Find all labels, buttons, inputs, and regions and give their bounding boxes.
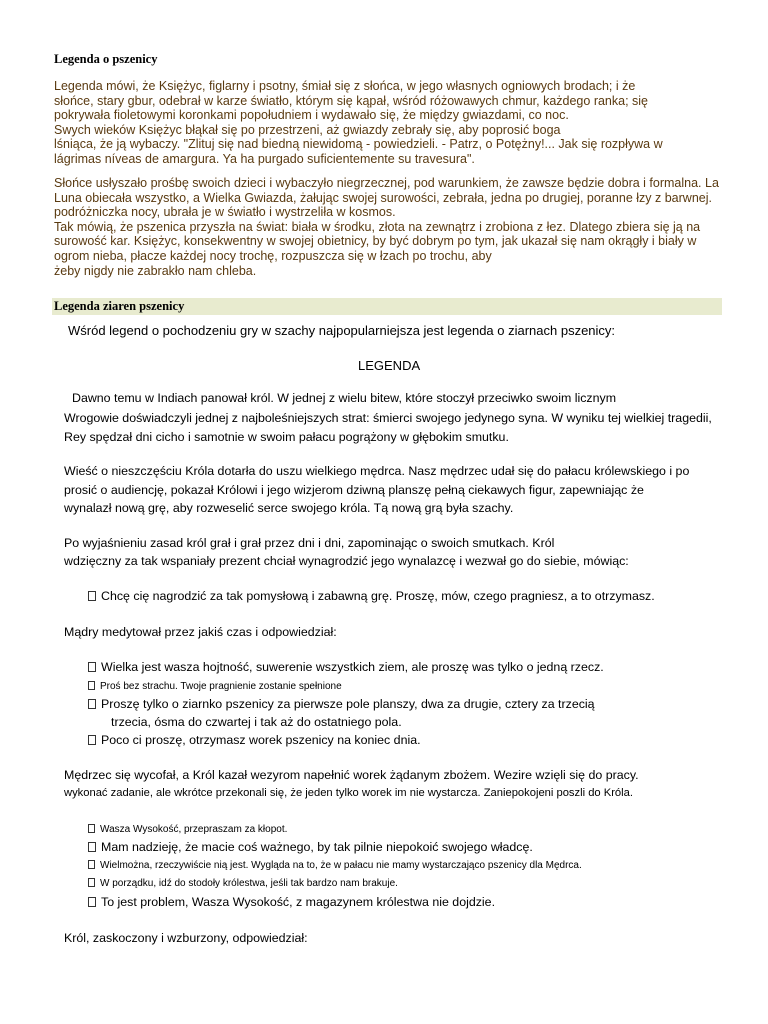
dialogue-item: Mam nadzieję, że macie coś ważnego, by tak pilnie niepokoić swojego władcę. <box>88 840 533 854</box>
bullet-box-icon <box>88 699 96 709</box>
text-line: słońce, stary gbur, odebrał w karze światło, którym się kąpał, wśród różowawych chmur, każdego ranka; się <box>54 93 649 108</box>
bullet-box-icon <box>88 897 96 907</box>
text-line: Tak mówią, że pszenica przyszła na świat: biała w środku, złota na zewnątrz i zrobiona z łez. Dlatego zbiera się ją na <box>54 219 701 234</box>
text-line: Po wyjaśnieniu zasad król grał i grał przez dni i dni, zapominając o swoich smutkach. Król <box>64 536 555 550</box>
dialogue-item: Poco ci proszę, otrzymasz worek pszenicy na koniec dnia. <box>88 733 421 747</box>
text-line: Mędrzec się wycofał, a Król kazał wezyrom napełnić worek żądanym zbożem. Wezire wzięli się do pracy. <box>64 768 639 782</box>
text-line: Luna obiecała wszystko, a Wielka Gwiazda, żałując swojej surowości, zebrała, jedna po drugiej, poranne łzy z barwnej. <box>54 190 712 205</box>
section1-title: Legenda o pszenicy <box>54 52 158 66</box>
section2-title: Legenda ziaren pszenicy <box>54 299 185 313</box>
dialogue-item: Chcę cię nagrodzić za tak pomysłową i zabawną grę. Proszę, mów, czego pragniesz, a to otrzymasz. <box>88 589 655 603</box>
text-line: Swych wieków Księżyc błąkał się po przestrzeni, aż gwiazdy zebrały się, aby poprosić boga <box>54 122 561 137</box>
text-line: prosić o audiencję, pokazał Królowi i jego wizjerom dziwną planszę pełną ciekawych figur, zapewniając że <box>64 483 644 497</box>
text-line: wdzięczny za tak wspaniały prezent chciał wynagrodzić jego wynalazcę i wezwał go do siebie, mówiąc: <box>64 554 629 568</box>
section1-paragraph1 <box>54 79 663 167</box>
bullet-box-icon <box>88 662 96 672</box>
bullet-box-icon <box>88 681 95 690</box>
text-line: Rey spędzał dni cicho i samotnie w swoim pałacu pogrążony w głębokim smutku. <box>64 430 509 444</box>
section2-header-band <box>52 298 722 315</box>
text-line: lśniąca, że ją wybaczy. "Zlituj się nad biedną niewidomą - powiedzieli. - Patrz, o Potężny!... Jak się rozpływa w <box>54 137 663 152</box>
text-line: Mądry medytował przez jakiś czas i odpowiedział: <box>64 625 337 639</box>
text-line: surowość kar. Księżyc, konsekwentny w swojej obietnicy, by być dobrym po tym, jak ukazał się nam okrągły i biały w <box>54 234 697 249</box>
dialogue-item: Wielka jest wasza hojtność, suwerenie wszystkich ziem, ale proszę was tylko o jedną rzecz. <box>88 660 604 674</box>
text-line: Legenda mówi, że Księżyc, figlarny i psotny, śmiał się z słońca, w jego własnych ogniowych brodach; i że <box>54 79 636 93</box>
text-line: żeby nigdy nie zabrakło nam chleba. <box>54 263 257 278</box>
text-line: Wieść o nieszczęściu Króla dotarła do uszu wielkiego mędrca. Nasz mędrzec udał się do pałacu królewskiego i po <box>64 464 690 478</box>
text-line: podróżniczka nocy, ubrała je w światło i wystrzeliła w kosmos. <box>54 205 396 220</box>
dialogue-item: Proszę tylko o ziarnko pszenicy za pierwsze pole planszy, dwa za drugie, cztery za trzecią <box>88 697 595 711</box>
text-line: lágrimas níveas de amargura. Ya ha purgado suficientemente su travesura". <box>54 151 475 166</box>
dialogue-item: To jest problem, Wasza Wysokość, z magazynem królestwa nie dojdzie. <box>88 895 495 909</box>
dialogue-item: Proś bez strachu. Twoje pragnienie zostanie spełnione <box>88 681 342 692</box>
text-line: pokrywała fioletowymi koronkami popołudniem i wydawało się, że między gwiazdami, co noc. <box>54 108 569 123</box>
dialogue-item: Wasza Wysokość, przepraszam za kłopot. <box>88 824 287 835</box>
text-line: Słońce usłyszało prośbę swoich dzieci i wybaczyło niegrzecznej, pod warunkiem, że zawsze będzie dobra i formalna. La <box>54 176 719 190</box>
text-line: wykonać zadanie, ale wkrótce przekonali się, że jeden tylko worek im nie wystarcza. Zaniepokojeni poszli do Króla. <box>64 787 633 799</box>
dialogue-item: W porządku, idź do stodoły królestwa, jeśli tak bardzo nam brakuje. <box>88 878 398 889</box>
text-line: ogrom nieba, płacze każdej nocy trochę, rozpuszcza się w łzach po trochu, aby <box>54 248 492 263</box>
bullet-box-icon <box>88 591 96 601</box>
bullet-box-icon <box>88 824 95 833</box>
bullet-box-icon <box>88 842 96 852</box>
bullet-box-icon <box>88 860 95 869</box>
bullet-box-icon <box>88 878 95 887</box>
section1-paragraph2 <box>54 176 719 278</box>
legend-heading: LEGENDA <box>358 358 421 373</box>
text-line: Król, zaskoczony i wzburzony, odpowiedział: <box>64 931 308 945</box>
text-line: trzecia, ósma do czwartej i tak aż do ostatniego pola. <box>111 715 402 729</box>
text-line: wynalazł nową grę, aby rozweselić serce swojego króla. Tą nową grą była szachy. <box>64 501 514 515</box>
dialogue-item: Wielmożna, rzeczywiście nią jest. Wygląda na to, że w pałacu nie mamy wystarczająco pszenicy dla Mędrca. <box>88 860 582 871</box>
section2-intro: Wśród legend o pochodzeniu gry w szachy najpopularniejsza jest legenda o ziarnach pszenicy: <box>68 323 616 338</box>
text-line: Dawno temu w Indiach panował król. W jednej z wielu bitew, które stoczył przeciwko swoim licznym <box>72 391 617 405</box>
text-line: Wrogowie doświadczyli jednej z najboleśniejszych strat: śmierci swojego jedynego syna. W wyniku tej wielkiej tragedii, <box>64 411 712 425</box>
bullet-box-icon <box>88 735 96 745</box>
